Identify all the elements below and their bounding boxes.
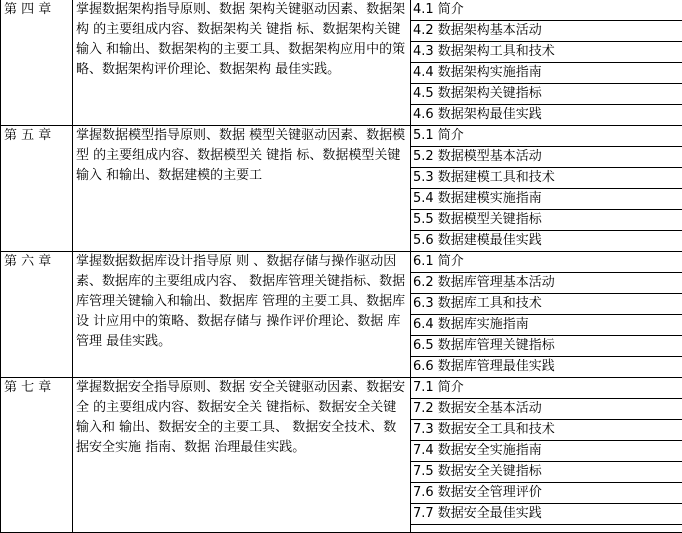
section-item: 4.6 数据架构最佳实践 xyxy=(411,105,682,126)
section-item: 6.6 数据库管理最佳实践 xyxy=(411,357,682,378)
section-item: 7.2 数据安全基本活动 xyxy=(411,399,682,420)
section-item: 5.1 简介 xyxy=(411,126,682,147)
chapter-row xyxy=(1,252,682,273)
section-item: 6.3 数据库工具和技术 xyxy=(411,294,682,315)
section-item: 7.7 数据安全最佳实践 xyxy=(411,504,682,525)
chapter-description: 掌握数据架构指导原则、数据 架构关键驱动因素、数据架构 的主要组成内容、数据架构关 键指 标、数据架构关键输入 和输出、数据架构的主要工具、数据架构应用中的策略、数据架构评价理论、数据架构 最佳实践。 xyxy=(73,0,411,126)
section-item: 5.6 数据建模最佳实践 xyxy=(411,231,682,252)
chapter-title: 第 七 章 xyxy=(1,378,73,533)
section-item: 4.5 数据架构关键指标 xyxy=(411,84,682,105)
chapter-title: 第 四 章 xyxy=(1,0,73,126)
section-item: 7.3 数据安全工具和技术 xyxy=(411,420,682,441)
section-item: 6.4 数据库实施指南 xyxy=(411,315,682,336)
section-item: 4.4 数据架构实施指南 xyxy=(411,63,682,84)
chapter-row xyxy=(1,0,682,21)
section-item: 5.4 数据建模实施指南 xyxy=(411,189,682,210)
section-item-empty xyxy=(411,525,682,533)
section-item: 5.3 数据建模工具和技术 xyxy=(411,168,682,189)
chapter-title: 第 六 章 xyxy=(1,252,73,378)
chapter-description: 掌握数据数据库设计指导原 则 、数据存储与操作驱动因素、数据库的主要组成内容、 数据库管理关键指标、数据库管理关键输入和输出、数据库 管理的主要工具、数据库设 计应用中的策略、数据存储与 操作评价理论、数据 库管理 最佳实践。 xyxy=(73,252,411,378)
chapter-description: 掌握数据安全指导原则、数据 安全关键驱动因素、数据安全 的主要组成内容、数据安全关 键指标、数据安全关键输入和 输出、数据安全的主要工具、 数据安全技术、数据安全实施 指南、数据 治理最佳实践。 xyxy=(73,378,411,533)
section-item: 6.5 数据库管理关键指标 xyxy=(411,336,682,357)
section-item: 7.4 数据安全实施指南 xyxy=(411,441,682,462)
section-item: 7.5 数据安全关键指标 xyxy=(411,462,682,483)
section-item: 7.6 数据安全管理评价 xyxy=(411,483,682,504)
section-item: 5.2 数据模型基本活动 xyxy=(411,147,682,168)
section-item: 6.2 数据库管理基本活动 xyxy=(411,273,682,294)
chapter-row xyxy=(1,378,682,399)
section-item: 5.5 数据模型关键指标 xyxy=(411,210,682,231)
chapter-row xyxy=(1,126,682,147)
section-item: 6.1 简介 xyxy=(411,252,682,273)
section-item: 7.1 简介 xyxy=(411,378,682,399)
section-item: 4.3 数据架构工具和技术 xyxy=(411,42,682,63)
section-item: 4.2 数据架构基本活动 xyxy=(411,21,682,42)
chapter-description: 掌握数据模型指导原则、数据 模型关键驱动因素、数据模型 的主要组成内容、数据模型关 键指 标、数据模型关键输入 和输出、数据建模的主要工 xyxy=(73,126,411,252)
section-item: 4.1 简介 xyxy=(411,0,682,21)
chapter-title: 第 五 章 xyxy=(1,126,73,252)
